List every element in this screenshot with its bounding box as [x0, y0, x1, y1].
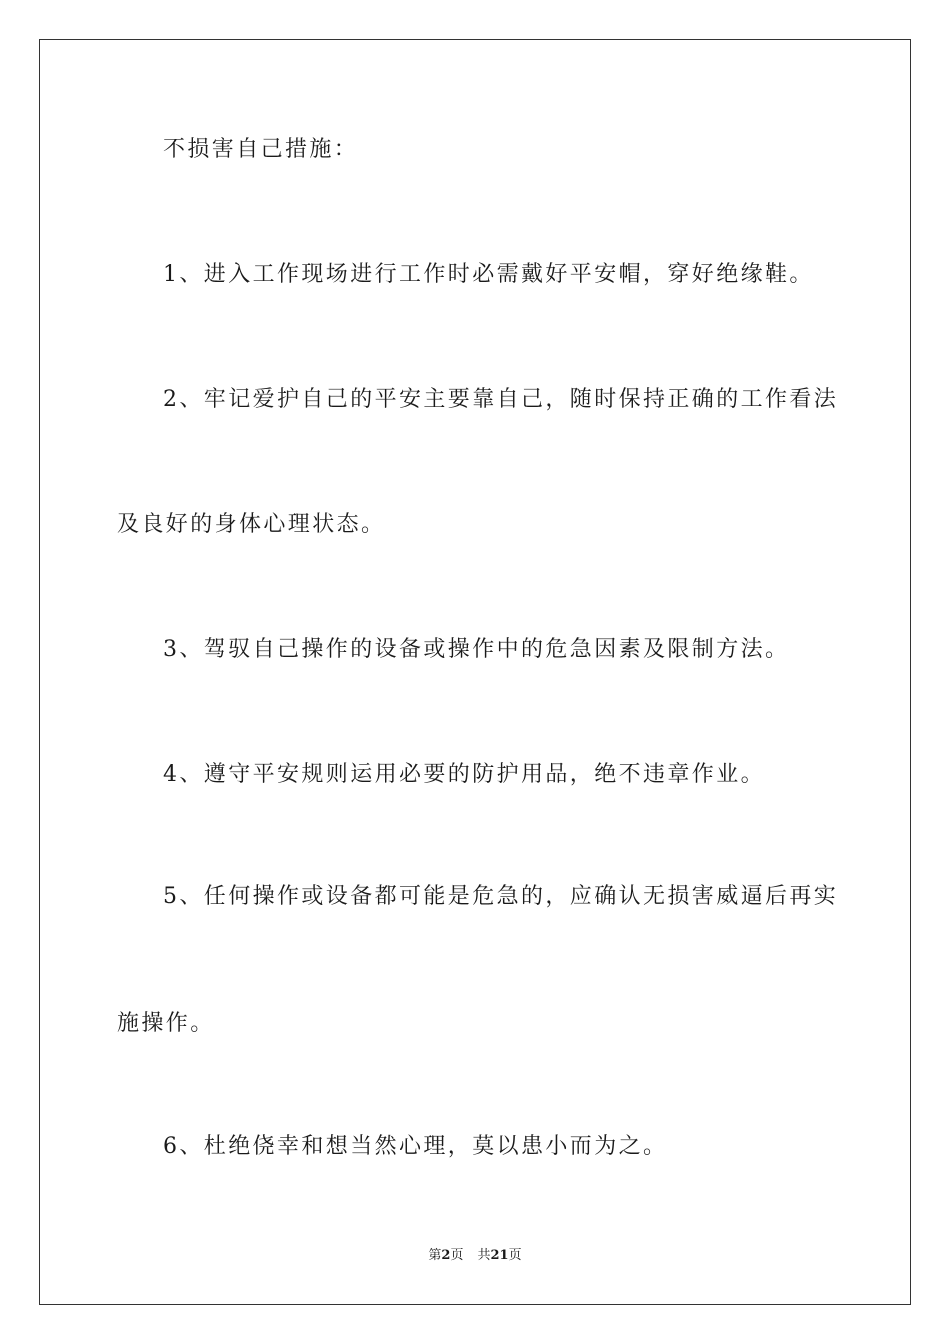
list-item-5-line-1: 5、任何操作或设备都可能是危急的，应确认无损害威逼后再实: [163, 884, 839, 909]
page-number: 2: [441, 1248, 451, 1263]
total-suffix: 页: [508, 1248, 522, 1263]
page-footer: [0, 1248, 950, 1264]
page-suffix: 页: [450, 1248, 464, 1263]
list-item-1: 1、进入工作现场进行工作时必需戴好平安帽，穿好绝缘鞋。: [163, 262, 814, 287]
section-heading: 不损害自己措施：: [163, 137, 359, 162]
page-border: [39, 39, 911, 1305]
total-pages: 21: [490, 1248, 509, 1263]
list-item-6: 6、杜绝侥幸和想当然心理，莫以患小而为之。: [163, 1134, 668, 1159]
total-prefix: 共: [477, 1248, 491, 1263]
list-item-4: 4、遵守平安规则运用必要的防护用品，绝不违章作业。: [163, 762, 765, 787]
list-item-5-line-2: 施操作。: [117, 1011, 215, 1036]
list-item-2-line-1: 2、牢记爱护自己的平安主要靠自己，随时保持正确的工作看法: [163, 387, 839, 412]
list-item-3: 3、驾驭自己操作的设备或操作中的危急因素及限制方法。: [163, 637, 790, 662]
page-prefix: 第: [428, 1248, 442, 1263]
list-item-2-line-2: 及良好的身体心理状态。: [117, 512, 386, 537]
